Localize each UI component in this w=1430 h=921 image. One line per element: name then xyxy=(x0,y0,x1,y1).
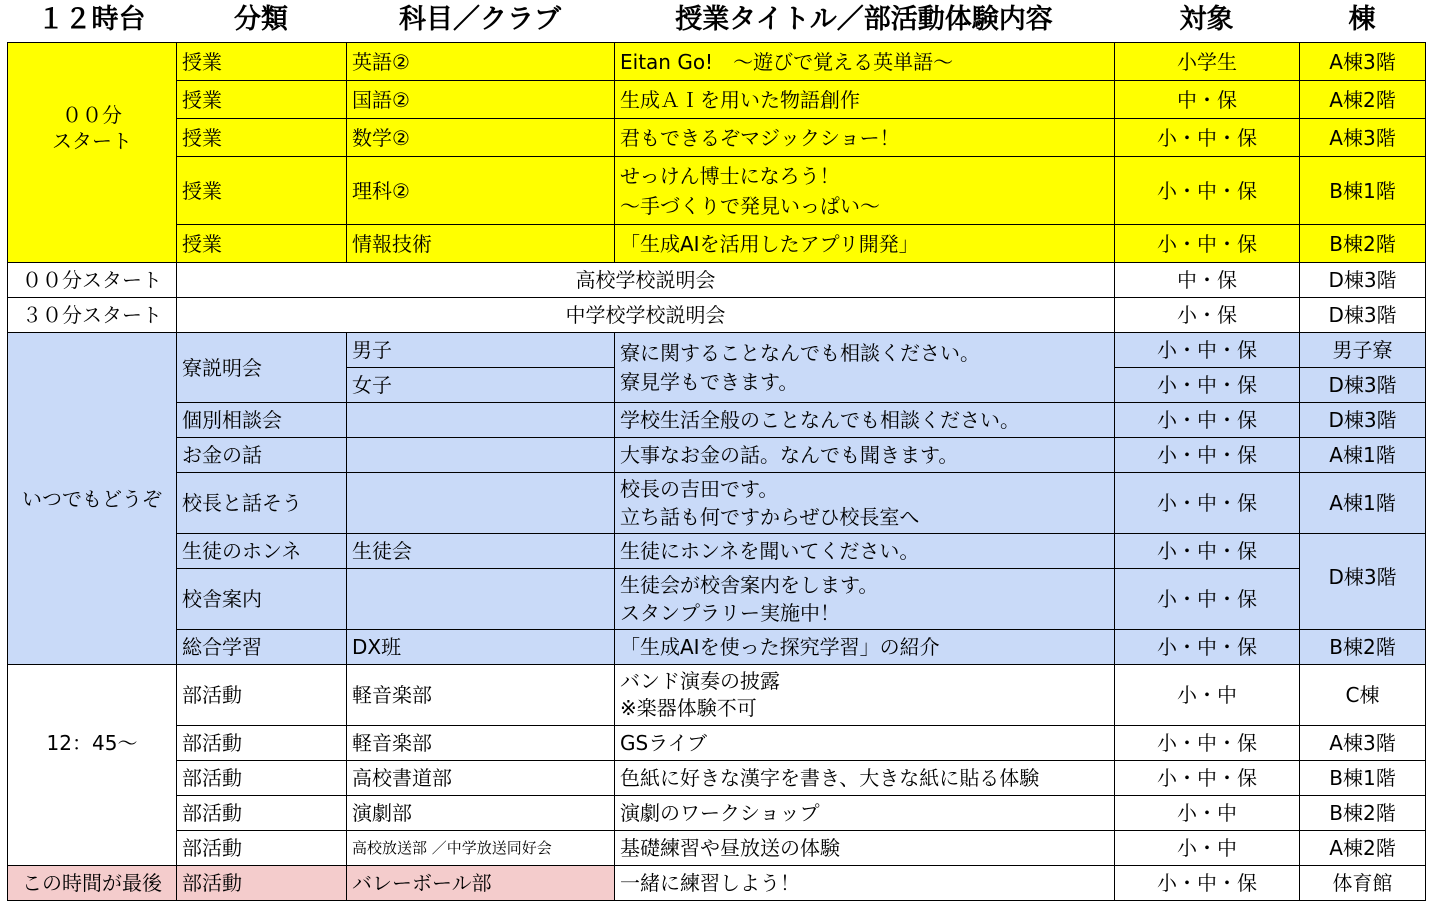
time-cell: ００分スタート xyxy=(8,263,177,298)
building-cell: B棟2階 xyxy=(1300,630,1426,665)
time-cell: ００分 スタート xyxy=(8,43,177,263)
time-cell xyxy=(8,796,177,831)
building-cell: A棟1階 xyxy=(1300,473,1426,534)
table-row xyxy=(8,831,1426,866)
subject-cell: 英語② xyxy=(347,43,615,81)
category-cell: 部活動 xyxy=(177,796,347,831)
time-cell xyxy=(8,831,177,866)
table-row xyxy=(8,665,1426,726)
table-row xyxy=(8,630,1426,665)
content-cell: 君もできるぞマジックショー！ xyxy=(615,119,1115,157)
table-row xyxy=(8,569,1426,630)
category-cell: 生徒のホンネ xyxy=(177,534,347,569)
time-cell: いつでもどうぞ xyxy=(8,333,177,665)
time-cell xyxy=(8,761,177,796)
category-cell: 総合学習 xyxy=(177,630,347,665)
building-cell: B棟1階 xyxy=(1300,157,1426,225)
target-cell: 小・中・保 xyxy=(1115,534,1300,569)
target-cell: 小学生 xyxy=(1115,43,1300,81)
content-cell: Eitan Go! ～遊びで覚える英単語～ xyxy=(615,43,1115,81)
content-cell: 寮に関することなんでも相談ください。 寮見学もできます。 xyxy=(615,333,1115,403)
content-cell: 生成ＡＩを用いた物語創作 xyxy=(615,81,1115,119)
target-cell: 中・保 xyxy=(1115,263,1300,298)
content-cell: GSライブ xyxy=(615,726,1115,761)
category-cell: 部活動 xyxy=(177,831,347,866)
content-cell: 一緒に練習しよう！ xyxy=(615,866,1115,901)
table-row xyxy=(8,298,1426,333)
target-cell: 小・中・保 xyxy=(1115,726,1300,761)
content-cell: 色紙に好きな漢字を書き、大きな紙に貼る体験 xyxy=(615,761,1115,796)
subject-cell: 軽音楽部 xyxy=(347,665,615,726)
subject-cell: DX班 xyxy=(347,630,615,665)
content-cell: バンド演奏の披露 ※楽器体験不可 xyxy=(615,665,1115,726)
table-row xyxy=(8,119,1426,157)
category-cell: お金の話 xyxy=(177,438,347,473)
building-cell: A棟1階 xyxy=(1300,438,1426,473)
subject-cell xyxy=(347,438,615,473)
target-cell: 小・中・保 xyxy=(1115,333,1300,368)
category-cell: 部活動 xyxy=(177,761,347,796)
building-cell: B棟2階 xyxy=(1300,225,1426,263)
content-cell: 基礎練習や昼放送の体験 xyxy=(615,831,1115,866)
table-row xyxy=(8,81,1426,119)
subject-cell: バレーボール部 xyxy=(347,866,615,901)
target-cell: 小・中・保 xyxy=(1115,866,1300,901)
category-cell: 授業 xyxy=(177,43,347,81)
category-cell: 授業 xyxy=(177,157,347,225)
category-cell: 寮説明会 xyxy=(177,333,347,403)
subject-cell: 高校書道部 xyxy=(347,761,615,796)
table-row xyxy=(8,473,1426,534)
category-cell: 部活動 xyxy=(177,665,347,726)
building-cell: A棟3階 xyxy=(1300,119,1426,157)
time-cell: この時間が最後 xyxy=(8,866,177,901)
building-cell: A棟3階 xyxy=(1300,43,1426,81)
category-cell: 授業 xyxy=(177,225,347,263)
subject-cell: 演劇部 xyxy=(347,796,615,831)
table-row xyxy=(8,263,1426,298)
table-row xyxy=(8,866,1426,901)
content-cell: 「生成AIを使った探究学習」の紹介 xyxy=(615,630,1115,665)
table-row xyxy=(8,796,1426,831)
content-cell: 大事なお金の話。なんでも聞きます。 xyxy=(615,438,1115,473)
header-category: 分類 xyxy=(234,4,288,35)
subject-cell: 高校放送部 ／中学放送同好会 xyxy=(347,831,615,866)
building-cell: A棟2階 xyxy=(1300,831,1426,866)
table-row xyxy=(8,726,1426,761)
header-subject: 科目／クラブ xyxy=(399,4,561,35)
subject-cell xyxy=(347,473,615,534)
table-row xyxy=(8,333,1426,368)
time-cell: ３０分スタート xyxy=(8,298,177,333)
subject-cell: 理科② xyxy=(347,157,615,225)
table-row xyxy=(8,157,1426,225)
category-cell: 授業 xyxy=(177,119,347,157)
time-cell xyxy=(8,665,177,726)
content-cell: 中学校学校説明会 xyxy=(177,298,1115,333)
target-cell: 小・中・保 xyxy=(1115,157,1300,225)
category-cell: 授業 xyxy=(177,81,347,119)
subject-cell: 国語② xyxy=(347,81,615,119)
category-cell: 校舎案内 xyxy=(177,569,347,630)
subject-cell: 軽音楽部 xyxy=(347,726,615,761)
building-cell: D棟3階 xyxy=(1300,368,1426,403)
header-target: 対象 xyxy=(1179,4,1234,35)
content-cell: 「生成AIを活用したアプリ開発」 xyxy=(615,225,1115,263)
subject-cell: 数学② xyxy=(347,119,615,157)
time-cell: 12：45～ xyxy=(8,726,177,761)
target-cell: 中・保 xyxy=(1115,81,1300,119)
content-cell: 学校生活全般のことなんでも相談ください。 xyxy=(615,403,1115,438)
target-cell: 小・中・保 xyxy=(1115,630,1300,665)
building-cell: B棟1階 xyxy=(1300,761,1426,796)
content-cell: 演劇のワークショップ xyxy=(615,796,1115,831)
content-cell: せっけん博士になろう！ ～手づくりで発見いっぱい～ xyxy=(615,157,1115,225)
target-cell: 小・中・保 xyxy=(1115,438,1300,473)
target-cell: 小・保 xyxy=(1115,298,1300,333)
building-cell: B棟2階 xyxy=(1300,796,1426,831)
content-cell: 高校学校説明会 xyxy=(177,263,1115,298)
content-cell: 生徒にホンネを聞いてください。 xyxy=(615,534,1115,569)
content-cell: 校長の吉田です。 立ち話も何ですからぜひ校長室へ xyxy=(615,473,1115,534)
building-cell: 男子寮 xyxy=(1300,333,1426,368)
header-time: １２時台 xyxy=(37,4,146,35)
table-row xyxy=(8,761,1426,796)
subject-cell: 男子 xyxy=(347,333,615,368)
subject-cell xyxy=(347,569,615,630)
building-cell: D棟3階 xyxy=(1300,403,1426,438)
schedule-table xyxy=(7,42,1426,901)
subject-cell: 女子 xyxy=(347,368,615,403)
category-cell: 個別相談会 xyxy=(177,403,347,438)
header-building: 棟 xyxy=(1348,4,1376,35)
header-content: 授業タイトル／部活動体験内容 xyxy=(675,4,1053,35)
building-cell: A棟3階 xyxy=(1300,726,1426,761)
content-cell: 生徒会が校舎案内をします。 スタンプラリー実施中！ xyxy=(615,569,1115,630)
target-cell: 小・中・保 xyxy=(1115,225,1300,263)
target-cell: 小・中・保 xyxy=(1115,368,1300,403)
building-cell: A棟2階 xyxy=(1300,81,1426,119)
subject-cell: 情報技術 xyxy=(347,225,615,263)
subject-cell xyxy=(347,403,615,438)
category-cell: 部活動 xyxy=(177,726,347,761)
target-cell: 小・中 xyxy=(1115,831,1300,866)
building-cell: C棟 xyxy=(1300,665,1426,726)
target-cell: 小・中・保 xyxy=(1115,473,1300,534)
subject-cell: 生徒会 xyxy=(347,534,615,569)
target-cell: 小・中 xyxy=(1115,665,1300,726)
target-cell: 小・中 xyxy=(1115,796,1300,831)
target-cell: 小・中・保 xyxy=(1115,569,1300,630)
target-cell: 小・中・保 xyxy=(1115,403,1300,438)
building-cell: D棟3階 xyxy=(1300,534,1426,630)
building-cell: D棟3階 xyxy=(1300,298,1426,333)
category-cell: 校長と話そう xyxy=(177,473,347,534)
target-cell: 小・中・保 xyxy=(1115,761,1300,796)
category-cell: 部活動 xyxy=(177,866,347,901)
table-row xyxy=(8,403,1426,438)
table-row xyxy=(8,438,1426,473)
table-row xyxy=(8,43,1426,81)
table-row xyxy=(8,225,1426,263)
building-cell: D棟3階 xyxy=(1300,263,1426,298)
building-cell: 体育館 xyxy=(1300,866,1426,901)
table-row xyxy=(8,534,1426,569)
target-cell: 小・中・保 xyxy=(1115,119,1300,157)
